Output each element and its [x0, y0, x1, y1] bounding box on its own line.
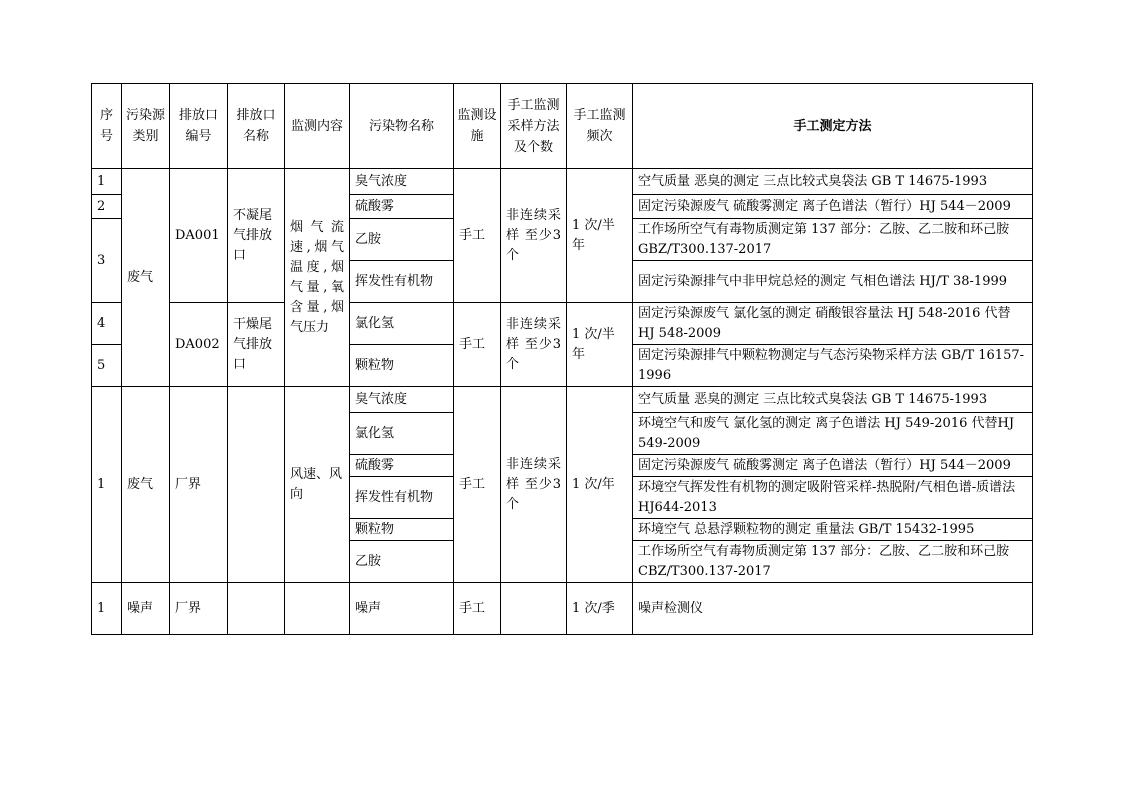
sampling-cell: 非连续采样 至少3个	[501, 387, 567, 583]
method-cell: 环境空气挥发性有机物的测定吸附管采样-热脱附/气相色谱-质谱法 HJ644-2013	[633, 477, 1033, 519]
header-sampling: 手工监测采样方法及个数	[501, 84, 567, 169]
seq-cell: 5	[92, 345, 122, 387]
method-cell: 环境空气和废气 氯化氢的测定 离子色谱法 HJ 549-2016 代替HJ 549-2009	[633, 413, 1033, 455]
pollutant-cell: 硫酸雾	[350, 195, 454, 219]
source-type-cell: 废气	[122, 387, 170, 583]
header-frequency: 手工监测频次	[567, 84, 633, 169]
outlet-name-cell	[228, 583, 285, 635]
pollutant-cell: 臭气浓度	[350, 169, 454, 195]
frequency-cell: 1 次/年	[567, 387, 633, 583]
seq-cell: 1	[92, 583, 122, 635]
method-cell: 工作场所空气有毒物质测定第 137 部分：乙胺、乙二胺和环己胺CBZ/T300.137-2017	[633, 541, 1033, 583]
pollutant-cell: 硫酸雾	[350, 455, 454, 477]
source-type-cell: 废气	[122, 169, 170, 387]
header-facility: 监测设施	[454, 84, 501, 169]
pollutant-cell: 臭气浓度	[350, 387, 454, 413]
seq-cell: 1	[92, 387, 122, 583]
sampling-cell	[501, 583, 567, 635]
monitoring-content-cell: 风速、风向	[285, 387, 350, 583]
outlet-code-cell: 厂界	[170, 583, 228, 635]
table-row	[92, 169, 1033, 195]
pollutant-cell: 噪声	[350, 583, 454, 635]
outlet-name-cell	[228, 387, 285, 583]
monitoring-content-cell	[285, 583, 350, 635]
method-cell: 空气质量 恶臭的测定 三点比较式臭袋法 GB T 14675-1993	[633, 387, 1033, 413]
pollutant-cell: 挥发性有机物	[350, 261, 454, 303]
outlet-code-cell: 厂界	[170, 387, 228, 583]
method-cell: 环境空气 总悬浮颗粒物的测定 重量法 GB/T 15432-1995	[633, 519, 1033, 541]
header-source-type: 污染源类别	[122, 84, 170, 169]
facility-cell: 手工	[454, 583, 501, 635]
frequency-cell: 1 次/季	[567, 583, 633, 635]
pollutant-cell: 氯化氢	[350, 303, 454, 345]
facility-cell: 手工	[454, 169, 501, 303]
header-method: 手工测定方法	[633, 84, 1033, 169]
table-row	[92, 387, 1033, 413]
seq-cell: 1	[92, 169, 122, 195]
sampling-cell: 非连续采样 至少3个	[501, 169, 567, 303]
method-cell: 固定污染源排气中颗粒物测定与气态污染物采样方法 GB/T 16157-1996	[633, 345, 1033, 387]
pollutant-cell: 氯化氢	[350, 413, 454, 455]
method-cell: 固定污染源废气 硫酸雾测定 离子色谱法（暂行）HJ 544－2009	[633, 455, 1033, 477]
method-cell: 工作场所空气有毒物质测定第 137 部分：乙胺、乙二胺和环己胺GBZ/T300.137-2017	[633, 219, 1033, 261]
header-outlet-name: 排放口名称	[228, 84, 285, 169]
source-type-cell: 噪声	[122, 583, 170, 635]
table-row	[92, 583, 1033, 635]
header-content: 监测内容	[285, 84, 350, 169]
seq-cell: 4	[92, 303, 122, 345]
monitoring-table	[91, 83, 1033, 635]
pollutant-cell: 乙胺	[350, 219, 454, 261]
outlet-name-cell: 不凝尾气排放口	[228, 169, 285, 303]
pollutant-cell: 乙胺	[350, 541, 454, 583]
monitoring-content-cell: 烟气流速,烟气温度,烟气量,氧含量,烟气压力	[285, 169, 350, 387]
outlet-code-cell: DA002	[170, 303, 228, 387]
pollutant-cell: 挥发性有机物	[350, 477, 454, 519]
frequency-cell: 1 次/半年	[567, 169, 633, 303]
pollutant-cell: 颗粒物	[350, 519, 454, 541]
method-cell: 噪声检测仪	[633, 583, 1033, 635]
header-outlet-code: 排放口编号	[170, 84, 228, 169]
method-cell: 空气质量 恶臭的测定 三点比较式臭袋法 GB T 14675-1993	[633, 169, 1033, 195]
table-row	[92, 303, 1033, 345]
sampling-cell: 非连续采样 至少3个	[501, 303, 567, 387]
facility-cell: 手工	[454, 387, 501, 583]
outlet-code-cell: DA001	[170, 169, 228, 303]
frequency-cell: 1 次/半年	[567, 303, 633, 387]
method-cell: 固定污染源废气 硫酸雾测定 离子色谱法（暂行）HJ 544－2009	[633, 195, 1033, 219]
seq-cell: 2	[92, 195, 122, 219]
method-cell: 固定污染源排气中非甲烷总烃的测定 气相色谱法 HJ/T 38-1999	[633, 261, 1033, 303]
seq-cell: 3	[92, 219, 122, 303]
facility-cell: 手工	[454, 303, 501, 387]
header-pollutant: 污染物名称	[350, 84, 454, 169]
pollutant-cell: 颗粒物	[350, 345, 454, 387]
header-row	[92, 84, 1033, 169]
header-seq: 序号	[92, 84, 122, 169]
outlet-name-cell: 干燥尾气排放口	[228, 303, 285, 387]
method-cell: 固定污染源废气 氯化氢的测定 硝酸银容量法 HJ 548-2016 代替HJ 548-2009	[633, 303, 1033, 345]
